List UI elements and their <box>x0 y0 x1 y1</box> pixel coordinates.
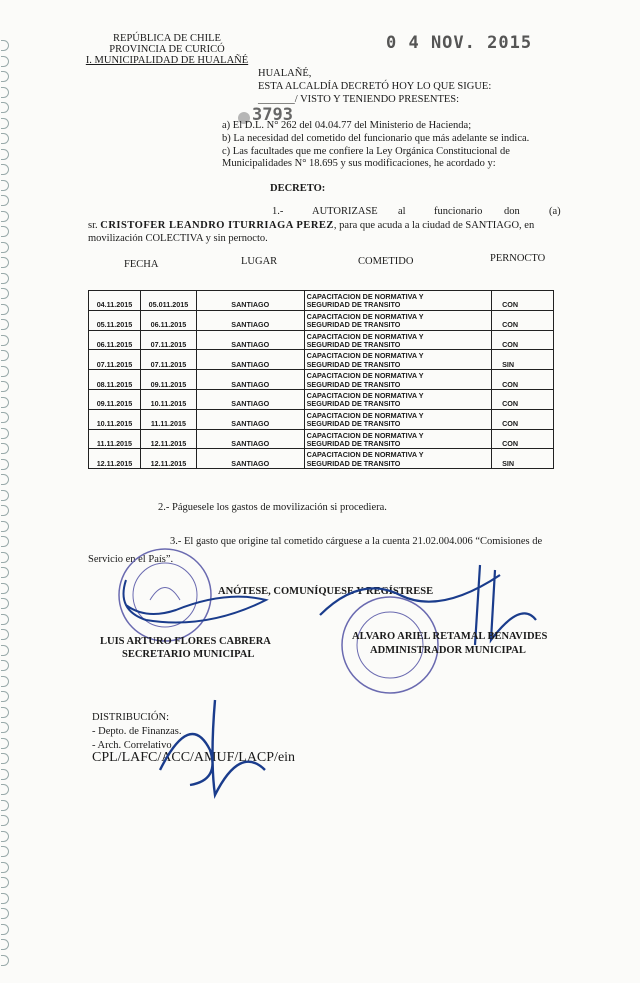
binder-hole <box>1 536 9 547</box>
binder-hole <box>1 226 9 237</box>
article1-don: don <box>504 206 520 217</box>
binder-hole <box>1 133 9 144</box>
task-cell <box>304 449 491 469</box>
article1-line3: movilización COLECTIVA y sin pernocto. <box>88 233 268 244</box>
binder-hole <box>1 521 9 532</box>
binder-hole <box>1 304 9 315</box>
date-start-cell: 05.11.2015 <box>89 310 141 330</box>
date-end-cell: 05.011.2015 <box>140 291 196 311</box>
place-cell: SANTIAGO <box>196 350 304 370</box>
task-cell <box>304 330 491 350</box>
binder-hole <box>1 691 9 702</box>
binder-hole <box>1 87 9 98</box>
overnight-cell: CON <box>492 370 554 390</box>
binder-hole <box>1 56 9 67</box>
binder-hole <box>1 598 9 609</box>
place-cell: SANTIAGO <box>196 449 304 469</box>
table-row <box>89 370 554 390</box>
date-end-cell: 12.11.2015 <box>140 449 196 469</box>
task-line2: SEGURIDAD DE TRANSITO <box>306 399 401 409</box>
task-line1: CAPACITACION DE NORMATIVA Y <box>306 331 424 341</box>
task-line1: CAPACITACION DE NORMATIVA Y <box>306 291 424 301</box>
place-cell: SANTIAGO <box>196 291 304 311</box>
binder-hole <box>1 459 9 470</box>
decree-number-stamp: 3793 <box>252 105 293 125</box>
date-end-cell: 10.11.2015 <box>140 389 196 409</box>
date-end-cell: 09.11.2015 <box>140 370 196 390</box>
binder-hole <box>1 381 9 392</box>
binder-hole <box>1 815 9 826</box>
letterhead <box>82 33 252 66</box>
binder-hole <box>1 831 9 842</box>
binder-hole <box>1 645 9 656</box>
date-end-cell: 07.11.2015 <box>140 350 196 370</box>
binder-hole <box>1 505 9 516</box>
table-row <box>89 389 554 409</box>
itinerary-table <box>88 290 554 469</box>
overnight-cell: SIN <box>492 449 554 469</box>
binder-hole <box>1 939 9 950</box>
task-line2: SEGURIDAD DE TRANSITO <box>306 419 401 429</box>
table-row <box>89 291 554 311</box>
task-line2: SEGURIDAD DE TRANSITO <box>306 458 401 468</box>
task-cell <box>304 370 491 390</box>
task-cell <box>304 429 491 449</box>
date-start-cell: 12.11.2015 <box>89 449 141 469</box>
binder-hole <box>1 257 9 268</box>
binder-hole <box>1 366 9 377</box>
place-cell: SANTIAGO <box>196 310 304 330</box>
table-row <box>89 409 554 429</box>
task-cell <box>304 409 491 429</box>
col-header-cometido: COMETIDO <box>358 256 414 267</box>
task-line1: CAPACITACION DE NORMATIVA Y <box>306 410 424 420</box>
binder-hole <box>1 474 9 485</box>
binder-hole <box>1 242 9 253</box>
binder-hole <box>1 118 9 129</box>
binder-hole <box>1 660 9 671</box>
letterhead-municipality: I. MUNICIPALIDAD DE HUALAÑÉ <box>85 55 249 66</box>
article1-autorizase: AUTORIZASE <box>312 206 378 217</box>
right-signer-title: ADMINISTRADOR MUNICIPAL <box>370 645 526 656</box>
task-line2: SEGURIDAD DE TRANSITO <box>306 320 401 330</box>
binder-hole <box>1 149 9 160</box>
closing-formula: ANÓTESE, COMUNÍQUESE Y REGÍSTRESE <box>218 586 434 597</box>
binder-hole <box>1 893 9 904</box>
binder-hole <box>1 288 9 299</box>
binder-hole <box>1 753 9 764</box>
place-cell: SANTIAGO <box>196 370 304 390</box>
task-line1: CAPACITACION DE NORMATIVA Y <box>306 450 424 460</box>
date-start-cell: 11.11.2015 <box>89 429 141 449</box>
date-end-cell: 11.11.2015 <box>140 409 196 429</box>
task-line1: CAPACITACION DE NORMATIVA Y <box>306 351 424 361</box>
distribution-title: DISTRIBUCIÓN: <box>92 712 170 723</box>
binder-hole <box>1 40 9 51</box>
binder-hole <box>1 846 9 857</box>
binder-hole <box>1 397 9 408</box>
binder-hole <box>1 707 9 718</box>
date-end-cell: 07.11.2015 <box>140 330 196 350</box>
binder-hole <box>1 614 9 625</box>
task-line2: SEGURIDAD DE TRANSITO <box>306 300 401 310</box>
task-cell <box>304 291 491 311</box>
binder-hole <box>1 769 9 780</box>
binder-hole <box>1 319 9 330</box>
binder-hole <box>1 908 9 919</box>
task-line1: CAPACITACION DE NORMATIVA Y <box>306 371 424 381</box>
task-line1: CAPACITACION DE NORMATIVA Y <box>306 311 424 321</box>
intro-line2: _______/ VISTO Y TENIENDO PRESENTES: <box>258 94 460 105</box>
date-start-cell: 10.11.2015 <box>89 409 141 429</box>
col-header-pernocto: PERNOCTO <box>490 253 546 264</box>
binder-hole <box>1 800 9 811</box>
overnight-cell: CON <box>492 310 554 330</box>
article1-al: al <box>398 206 406 217</box>
letterhead-province: PROVINCIA DE CURICÓ <box>109 44 225 55</box>
date-stamp: 0 4 NOV. 2015 <box>386 33 533 53</box>
task-line2: SEGURIDAD DE TRANSITO <box>306 438 401 448</box>
table-row <box>89 310 554 330</box>
binder-hole <box>1 335 9 346</box>
table-row <box>89 449 554 469</box>
task-cell <box>304 350 491 370</box>
table-row <box>89 330 554 350</box>
article2: 2.- Páguesele los gastos de movilización si procediera. <box>158 502 387 513</box>
consideration-a: a) El D.L. N° 262 del 04.04.77 del Ministerio de Hacienda; <box>222 120 472 131</box>
place-cell: SANTIAGO <box>196 389 304 409</box>
article1-a: (a) <box>549 206 561 217</box>
task-line2: SEGURIDAD DE TRANSITO <box>306 379 401 389</box>
date-start-cell: 08.11.2015 <box>89 370 141 390</box>
left-signer-title: SECRETARIO MUNICIPAL <box>122 649 255 660</box>
date-start-cell: 04.11.2015 <box>89 291 141 311</box>
binder-hole <box>1 877 9 888</box>
letterhead-country: REPÚBLICA DE CHILE <box>113 33 221 44</box>
task-line2: SEGURIDAD DE TRANSITO <box>306 359 401 369</box>
distribution-item-archivo: - Arch. Correlativo. <box>92 740 175 751</box>
binder-hole <box>1 71 9 82</box>
overnight-cell: SIN <box>492 350 554 370</box>
binder-hole <box>1 350 9 361</box>
consideration-c: c) Las facultades que me confiere la Ley Orgánica Constitucional de <box>222 146 510 157</box>
consideration-b: b) La necesidad del cometido del funcionario que más adelante se indica. <box>222 133 530 144</box>
binder-hole <box>1 273 9 284</box>
table-row <box>89 350 554 370</box>
date-start-cell: 09.11.2015 <box>89 389 141 409</box>
binder-hole <box>1 211 9 222</box>
article1-funcionario: funcionario <box>434 206 483 217</box>
article1-rest: , para que acuda a la ciudad de SANTIAGO, en <box>333 220 535 231</box>
secretary-signature <box>96 560 296 640</box>
overnight-cell: CON <box>492 389 554 409</box>
intro-line1: ESTA ALCALDÍA DECRETÓ HOY LO QUE SIGUE: <box>258 81 492 92</box>
place-cell: SANTIAGO <box>196 330 304 350</box>
official-name: CRISTOFER LEANDRO ITURRIAGA PEREZ <box>100 220 334 231</box>
binder-holes <box>0 40 12 970</box>
binder-hole <box>1 676 9 687</box>
task-line1: CAPACITACION DE NORMATIVA Y <box>306 430 424 440</box>
binder-hole <box>1 443 9 454</box>
binder-hole <box>1 428 9 439</box>
place-cell: SANTIAGO <box>196 429 304 449</box>
binder-hole <box>1 629 9 640</box>
distribution-item-finanzas: - Depto. de Finanzas. <box>92 726 182 737</box>
binder-hole <box>1 490 9 501</box>
article1-num: 1.- <box>272 206 284 217</box>
article3-line2: Servicio en el País”. <box>88 554 174 565</box>
overnight-cell: CON <box>492 429 554 449</box>
binder-hole <box>1 722 9 733</box>
article1-sr: sr. <box>88 220 98 231</box>
date-start-cell: 07.11.2015 <box>89 350 141 370</box>
binder-hole <box>1 552 9 563</box>
binder-hole <box>1 784 9 795</box>
distribution-initials: CPL/LAFC/ACC/AMUF/LACP/ein <box>92 750 296 765</box>
binder-hole <box>1 955 9 966</box>
binder-hole <box>1 102 9 113</box>
binder-hole <box>1 164 9 175</box>
consideration-c-cont: Municipalidades N° 18.695 y sus modificaciones, he acordado y: <box>222 158 496 169</box>
overnight-cell: CON <box>492 291 554 311</box>
date-end-cell: 12.11.2015 <box>140 429 196 449</box>
binder-hole <box>1 738 9 749</box>
binder-hole <box>1 195 9 206</box>
task-cell <box>304 389 491 409</box>
initials-signature <box>140 690 280 800</box>
right-signer-name: ALVARO ARIEL RETAMAL BENAVIDES <box>352 631 548 642</box>
binder-hole <box>1 583 9 594</box>
date-start-cell: 06.11.2015 <box>89 330 141 350</box>
col-header-fecha: FECHA <box>124 259 159 270</box>
binder-hole <box>1 412 9 423</box>
overnight-cell: CON <box>492 330 554 350</box>
binder-hole <box>1 180 9 191</box>
place-cell: SANTIAGO <box>196 409 304 429</box>
decreto-title: DECRETO: <box>270 183 326 194</box>
task-line2: SEGURIDAD DE TRANSITO <box>306 339 401 349</box>
binder-hole <box>1 924 9 935</box>
left-signer-name: LUIS ARTURO FLORES CABRERA <box>100 636 271 647</box>
binder-hole <box>1 567 9 578</box>
article3-line1: 3.- El gasto que origine tal cometido cárguese a la cuenta 21.02.004.006 “Comisiones de <box>170 536 543 547</box>
table-row <box>89 429 554 449</box>
article1-line2 <box>88 220 534 231</box>
intro-city: HUALAÑÉ, <box>258 68 312 79</box>
task-cell <box>304 310 491 330</box>
task-line1: CAPACITACION DE NORMATIVA Y <box>306 390 424 400</box>
overnight-cell: CON <box>492 409 554 429</box>
date-end-cell: 06.11.2015 <box>140 310 196 330</box>
binder-hole <box>1 862 9 873</box>
col-header-lugar: LUGAR <box>241 256 278 267</box>
